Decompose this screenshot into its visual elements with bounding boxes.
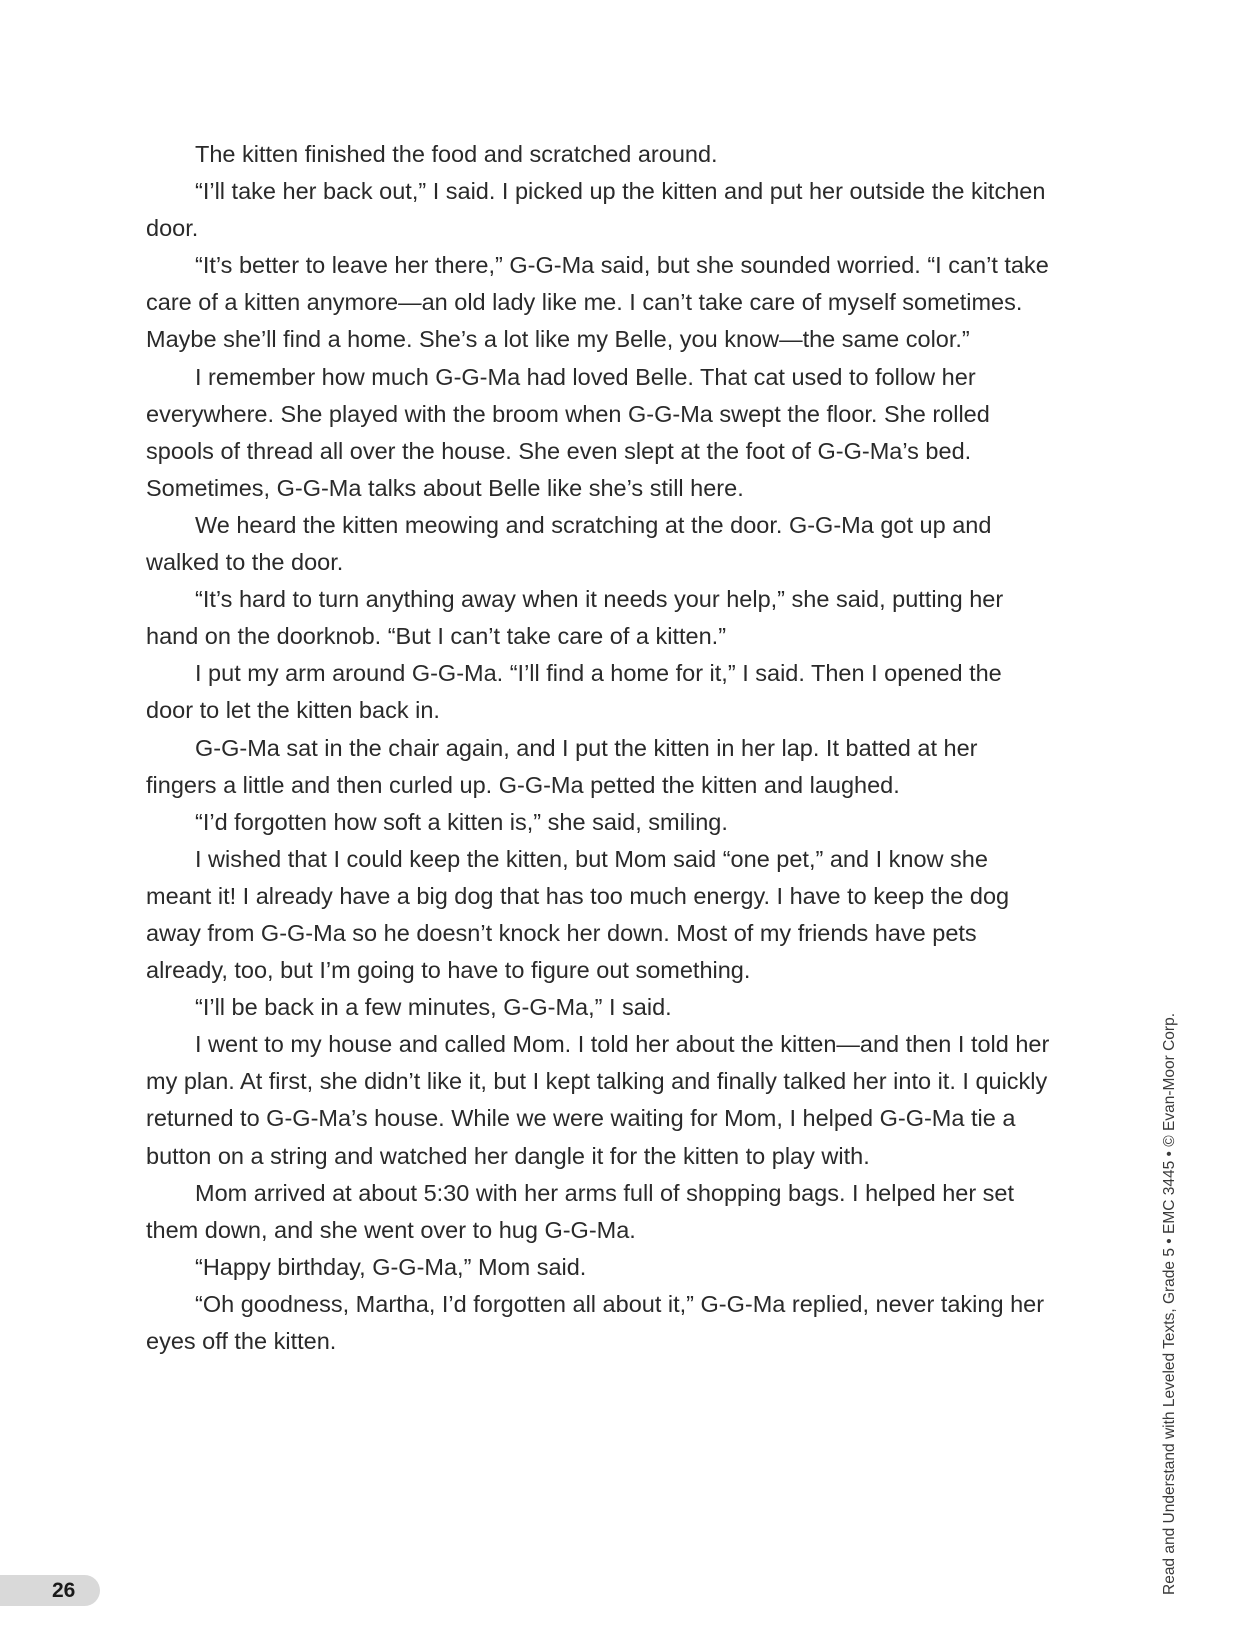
- paragraph: “Oh goodness, Martha, I’d forgotten all about it,” G-G-Ma replied, never taking her eyes off the kitten.: [146, 1290, 1045, 1354]
- page-number-tab: [0, 1575, 100, 1606]
- story-text: [146, 136, 1051, 1360]
- paragraph: Mom arrived at about 5:30 with her arms full of shopping bags. I helped her set them down, and she went over to hug G-G-Ma.: [146, 1179, 1015, 1243]
- paragraph: “I’ll be back in a few minutes, G-G-Ma,” I said.: [195, 994, 672, 1021]
- paragraph: G-G-Ma sat in the chair again, and I put the kitten in her lap. It batted at her fingers a little and then curled up. G-G-Ma petted the kitten and laughed.: [146, 734, 978, 798]
- paragraph: “Happy birthday, G-G-Ma,” Mom said.: [195, 1253, 587, 1280]
- paragraph: “It’s hard to turn anything away when it needs your help,” she said, putting her hand on the doorknob. “But I can’t take care of a kitten.”: [146, 586, 1004, 650]
- paragraph: The kitten finished the food and scratched around.: [195, 141, 718, 167]
- page-number: 26: [52, 1579, 76, 1602]
- paragraph: I wished that I could keep the kitten, but Mom said “one pet,” and I know she meant it! I already have a big dog that has too much energy. I have to keep the dog away from G-G-Ma so he doesn’t knock her down. Most of my friends have pets already, too, but I’m going to have to figure out something.: [146, 845, 1010, 984]
- paragraph: I put my arm around G-G-Ma. “I’ll find a home for it,” I said. Then I opened the door to let the kitten back in.: [146, 660, 1002, 724]
- paragraph: I went to my house and called Mom. I told her about the kitten—and then I told her my plan. At first, she didn’t like it, but I kept talking and finally talked her into it. I quickly returned to G-G-Ma’s house. While we were waiting for Mom, I helped G-G-Ma tie a button on a string and watched her dangle it for the kitten to play with.: [146, 1031, 1050, 1169]
- paragraph: “I’ll take her back out,” I said. I picked up the kitten and put her outside the kitchen door.: [146, 178, 1046, 242]
- paragraph: “It’s better to leave her there,” G-G-Ma said, but she sounded worried. “I can’t take care of a kitten anymore—an old lady like me. I can’t take care of myself sometimes. Maybe she’ll find a home. She’s a lot like my Belle, you know—the same color.”: [146, 252, 1049, 353]
- paragraph: We heard the kitten meowing and scratching at the door. G-G-Ma got up and walked to the door.: [146, 511, 992, 576]
- paragraph: “I’d forgotten how soft a kitten is,” she said, smiling.: [195, 808, 728, 835]
- publisher-credit: Read and Understand with Leveled Texts, Grade 5 • EMC 3445 • © Evan-Moor Corp.: [1161, 1012, 1178, 1595]
- paragraph: I remember how much G-G-Ma had loved Belle. That cat used to follow her everywhere. She played with the broom when G-G-Ma swept the floor. She rolled spools of thread all over the house. She even slept at the foot of G-G-Ma’s bed. Sometimes, G-G-Ma talks about Belle like she’s still here.: [146, 363, 990, 501]
